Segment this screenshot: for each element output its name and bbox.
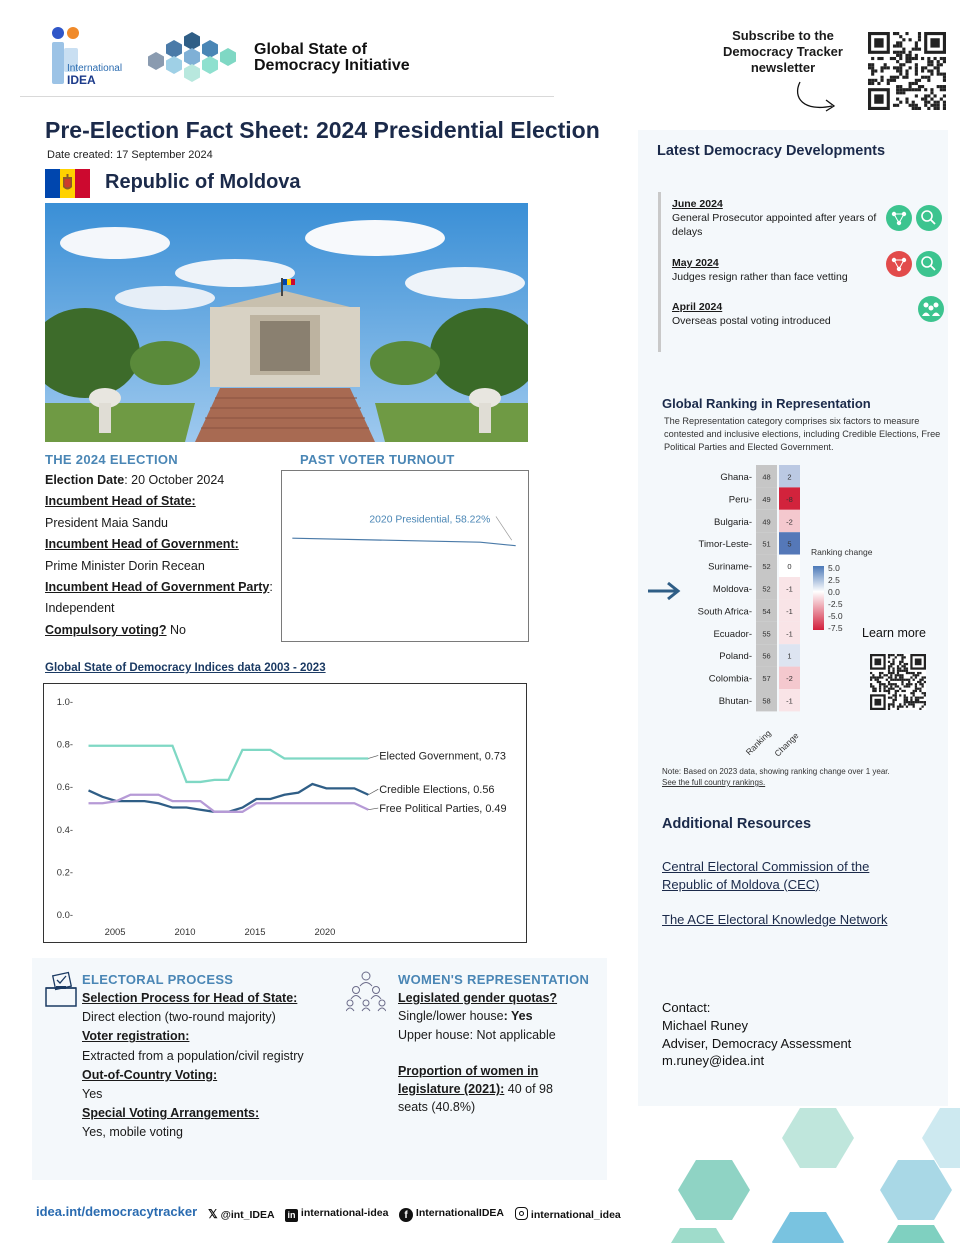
footer-facebook-handle: InternationalIDEA — [415, 1207, 505, 1219]
voter-turnout-chart — [281, 470, 529, 642]
x-tick-label: 2015 — [244, 926, 266, 938]
subscribe-line1: Subscribe to the — [732, 28, 834, 43]
x-tick-label: 2005 — [104, 926, 126, 938]
development-date[interactable]: April 2024 — [672, 301, 723, 313]
footer-linkedin[interactable] — [285, 1207, 388, 1222]
footer — [36, 1204, 636, 1224]
out-of-country-label: Out-of-Country Voting: — [82, 1067, 218, 1082]
ranking-description: The Representation category comprises six factors to measure contested and inclusive elections, including Credible Elections, Free Political Parties and Elected Government. — [664, 416, 941, 452]
series-line — [89, 784, 369, 812]
single-lower-row — [398, 1007, 598, 1025]
rank-value: 52 — [762, 562, 771, 572]
party-value: Independent — [45, 601, 115, 616]
magnifier-icon — [916, 251, 942, 277]
development-item[interactable] — [672, 197, 887, 239]
series-leader — [368, 808, 378, 810]
change-value: 1 — [787, 651, 792, 661]
compulsory-row — [45, 620, 280, 641]
footer-linkedin-handle: international-idea — [300, 1207, 389, 1219]
x-icon: 𝕏 — [208, 1207, 218, 1221]
international-idea-logo — [50, 26, 130, 88]
turnout-annotation: 2020 Presidential, 58.22% — [369, 514, 491, 526]
series-leader — [368, 789, 378, 795]
legend-tick: -7.5 — [828, 623, 843, 633]
legend-tick: -2.5 — [828, 599, 843, 609]
rank-value: 56 — [762, 651, 771, 661]
curved-arrow-icon — [790, 78, 850, 118]
change-value: -2 — [786, 674, 793, 684]
country-label: Suriname- — [708, 561, 752, 573]
contact-block — [662, 999, 851, 1070]
newsletter-qr-code[interactable] — [868, 32, 946, 110]
legend-tick: 0.0 — [828, 587, 840, 597]
series-line — [89, 795, 369, 812]
rank-value: 49 — [762, 517, 771, 527]
magnifier-icon — [916, 205, 942, 231]
country-label: Ecuador- — [713, 628, 752, 640]
indices-line-chart — [43, 683, 527, 943]
development-icons — [884, 204, 946, 324]
x-tick-label: 2010 — [174, 926, 196, 938]
development-text: Overseas postal voting introduced — [672, 315, 831, 327]
y-tick-label: 0.8- — [56, 738, 73, 750]
country-label: Moldova- — [712, 584, 752, 595]
rankings-link[interactable]: See the full country rankings. — [662, 778, 766, 787]
proportion-value-2: seats (40.8%) — [398, 1100, 476, 1115]
date-created: Date created: 17 September 2024 — [47, 149, 213, 161]
network-icon — [886, 205, 912, 231]
change-value: 5 — [787, 539, 792, 549]
upper-house: Upper house: Not applicable — [398, 1027, 556, 1042]
subscribe-line3: newsletter — [750, 60, 816, 75]
proportion-label-1: Proportion of women in — [398, 1063, 539, 1078]
selection-value: Direct election (two-round majority) — [82, 1010, 276, 1025]
head-state-value: President Maia Sandu — [45, 515, 168, 530]
ranking-heading: Global Ranking in Representation — [662, 396, 871, 411]
electoral-process-heading: ELECTORAL PROCESS — [82, 972, 234, 987]
moldova-flag-icon — [45, 169, 90, 198]
change-value: 2 — [787, 472, 792, 482]
development-text: Judges resign rather than face vetting — [672, 271, 848, 283]
series-line — [89, 746, 369, 782]
head-gov-label: Incumbent Head of Government: — [45, 537, 239, 552]
proportion-row — [398, 1080, 598, 1098]
registration-value: Extracted from a population/civil registry — [82, 1048, 304, 1063]
rank-value: 49 — [762, 494, 771, 504]
rank-value: 51 — [762, 539, 771, 549]
gsod-title — [254, 42, 410, 74]
y-tick-label: 0.2- — [56, 866, 73, 878]
country-label: Peru- — [728, 494, 752, 506]
country-label: Ghana- — [720, 472, 752, 483]
development-text: General Prosecutor appointed after years of delays — [672, 212, 877, 238]
country-label: Timor-Leste- — [698, 539, 752, 551]
turnout-annotation-leader — [496, 516, 512, 540]
page-title: Pre-Election Fact Sheet: 2024 Presidential Election — [45, 117, 600, 143]
ace-network-link[interactable]: The ACE Electoral Knowledge Network — [662, 912, 888, 927]
country-label: Colombia- — [708, 673, 752, 685]
country-label: Bhutan- — [718, 696, 752, 707]
registration-label: Voter registration: — [82, 1029, 190, 1044]
footer-instagram-handle: international_idea — [530, 1209, 621, 1221]
series-end-label: Free Political Parties, 0.49 — [379, 803, 507, 816]
series-end-label: Credible Elections, 0.56 — [379, 784, 495, 797]
network-icon — [886, 251, 912, 277]
subscribe-callout[interactable] — [712, 28, 854, 122]
y-tick-label: 0.0- — [56, 909, 73, 921]
idea-logo-text-1: International — [67, 63, 123, 74]
rankings-qr-code[interactable] — [870, 654, 926, 710]
gsod-title-line1: Global State of — [254, 41, 367, 58]
election-date-value: : 20 October 2024 — [124, 473, 225, 487]
women-representation-body — [398, 989, 598, 1117]
country-name: Republic of Moldova — [105, 171, 301, 193]
rank-value: 57 — [762, 674, 771, 684]
developments-heading: Latest Democracy Developments — [657, 143, 886, 159]
change-value: -8 — [786, 494, 793, 504]
change-value: -1 — [786, 584, 793, 594]
learn-more-label: Learn more — [862, 626, 926, 640]
development-date[interactable]: June 2024 — [672, 198, 723, 210]
linkedin-icon: in — [285, 1209, 298, 1222]
col-label-ranking: Ranking — [743, 727, 773, 758]
ranking-heatmap — [640, 462, 940, 762]
women-group-icon — [346, 970, 386, 1012]
rank-value: 52 — [762, 584, 771, 594]
footer-x[interactable] — [208, 1207, 275, 1221]
legend-title: Ranking change — [811, 547, 873, 557]
election-info — [45, 470, 280, 641]
country-label: South Africa- — [697, 606, 752, 618]
party-label-row — [45, 577, 280, 598]
legend-tick: 2.5 — [828, 575, 840, 585]
facebook-icon: f — [399, 1208, 413, 1222]
out-of-country-value: Yes — [82, 1087, 103, 1102]
developments-timeline — [658, 192, 661, 352]
ballot-box-icon — [44, 970, 78, 1008]
contact-role: Adviser, Democracy Assessment — [662, 1035, 852, 1051]
quota-label: Legislated gender quotas? — [398, 991, 558, 1005]
legend-tick: 5.0 — [828, 563, 840, 573]
footer-url[interactable]: idea.int/democracytracker — [36, 1204, 198, 1219]
indices-chart-title[interactable]: Global State of Democracy Indices data 2003 - 2023 — [45, 662, 326, 674]
y-tick-label: 0.6- — [56, 781, 73, 793]
proportion-value: 40 of 98 — [504, 1082, 553, 1097]
y-tick-label: 0.4- — [56, 823, 73, 835]
party-colon: : — [269, 580, 273, 595]
ranking-note — [662, 766, 890, 788]
proportion-label-2: legislature (2021): — [398, 1082, 505, 1097]
ranking-note-text: Note: Based on 2023 data, showing ranking change over 1 year. — [662, 767, 890, 776]
decorative-hexagons — [640, 1100, 960, 1243]
compulsory-value: No — [166, 622, 186, 637]
contact-name: Michael Runey — [662, 1017, 748, 1033]
footer-x-handle: @int_IDEA — [220, 1209, 275, 1221]
single-lower-label: Single/lower house — [398, 1009, 504, 1024]
change-value: -1 — [786, 606, 793, 616]
people-icon — [918, 296, 944, 322]
footer-facebook[interactable] — [399, 1207, 504, 1222]
rank-value: 54 — [762, 606, 771, 616]
instagram-icon — [515, 1207, 528, 1220]
country-label: Poland- — [719, 651, 752, 663]
development-date[interactable]: May 2024 — [672, 257, 719, 269]
contact-email[interactable]: m.runey@idea.int — [662, 1053, 765, 1069]
series-end-label: Elected Government, 0.73 — [379, 750, 506, 763]
header-divider — [20, 96, 554, 97]
head-gov-value: Prime Minister Dorin Recean — [45, 558, 205, 573]
footer-instagram[interactable] — [515, 1207, 621, 1221]
contact-label: Contact: — [662, 1000, 711, 1015]
electoral-process-body — [82, 989, 347, 1143]
change-value: -1 — [786, 696, 793, 706]
y-tick-label: 1.0- — [56, 695, 73, 707]
cec-link-line1[interactable]: Central Electoral Commission of the — [662, 859, 870, 874]
special-arrangements-label: Special Voting Arrangements: — [82, 1106, 260, 1121]
women-representation-heading: WOMEN'S REPRESENTATION — [398, 972, 590, 987]
change-value: 0 — [787, 562, 792, 572]
gsod-hexagon-logo — [148, 30, 240, 86]
compulsory-label: Compulsory voting? — [45, 622, 167, 637]
moldova-arrow-icon — [648, 583, 678, 599]
single-lower-value: : Yes — [503, 1009, 533, 1024]
election-date-label: Election Date — [45, 473, 125, 487]
party-label: Incumbent Head of Government Party — [45, 580, 270, 595]
rank-value: 58 — [762, 696, 771, 706]
legend-tick: -5.0 — [828, 611, 843, 621]
series-leader — [368, 755, 378, 758]
selection-label: Selection Process for Head of State: — [82, 991, 298, 1005]
head-state-label: Incumbent Head of State: — [45, 494, 196, 509]
development-item[interactable] — [672, 300, 887, 328]
x-tick-label: 2020 — [314, 926, 336, 938]
turnout-heading: PAST VOTER TURNOUT — [300, 452, 455, 467]
change-value: -2 — [786, 517, 793, 527]
election-heading: THE 2024 ELECTION — [45, 452, 178, 467]
rank-value: 48 — [762, 472, 771, 482]
idea-logo-text-2: IDEA — [67, 73, 96, 87]
presidential-building-photo — [45, 203, 528, 442]
cec-link-line2[interactable]: Republic of Moldova (CEC) — [662, 876, 820, 892]
legend-colorbar — [813, 566, 824, 630]
rank-value: 55 — [762, 629, 771, 639]
resources-links — [662, 858, 932, 929]
change-value: -1 — [786, 629, 793, 639]
election-date-row — [45, 470, 280, 491]
country-label: Bulgaria- — [713, 516, 752, 528]
special-arrangements-value: Yes, mobile voting — [82, 1125, 183, 1140]
development-item[interactable] — [672, 256, 887, 284]
turnout-line — [292, 538, 515, 546]
gsod-title-line2: Democracy Initiative — [254, 57, 410, 74]
subscribe-line2: Democracy Tracker — [723, 44, 843, 59]
resources-heading: Additional Resources — [662, 816, 812, 832]
col-label-change: Change — [772, 730, 801, 759]
